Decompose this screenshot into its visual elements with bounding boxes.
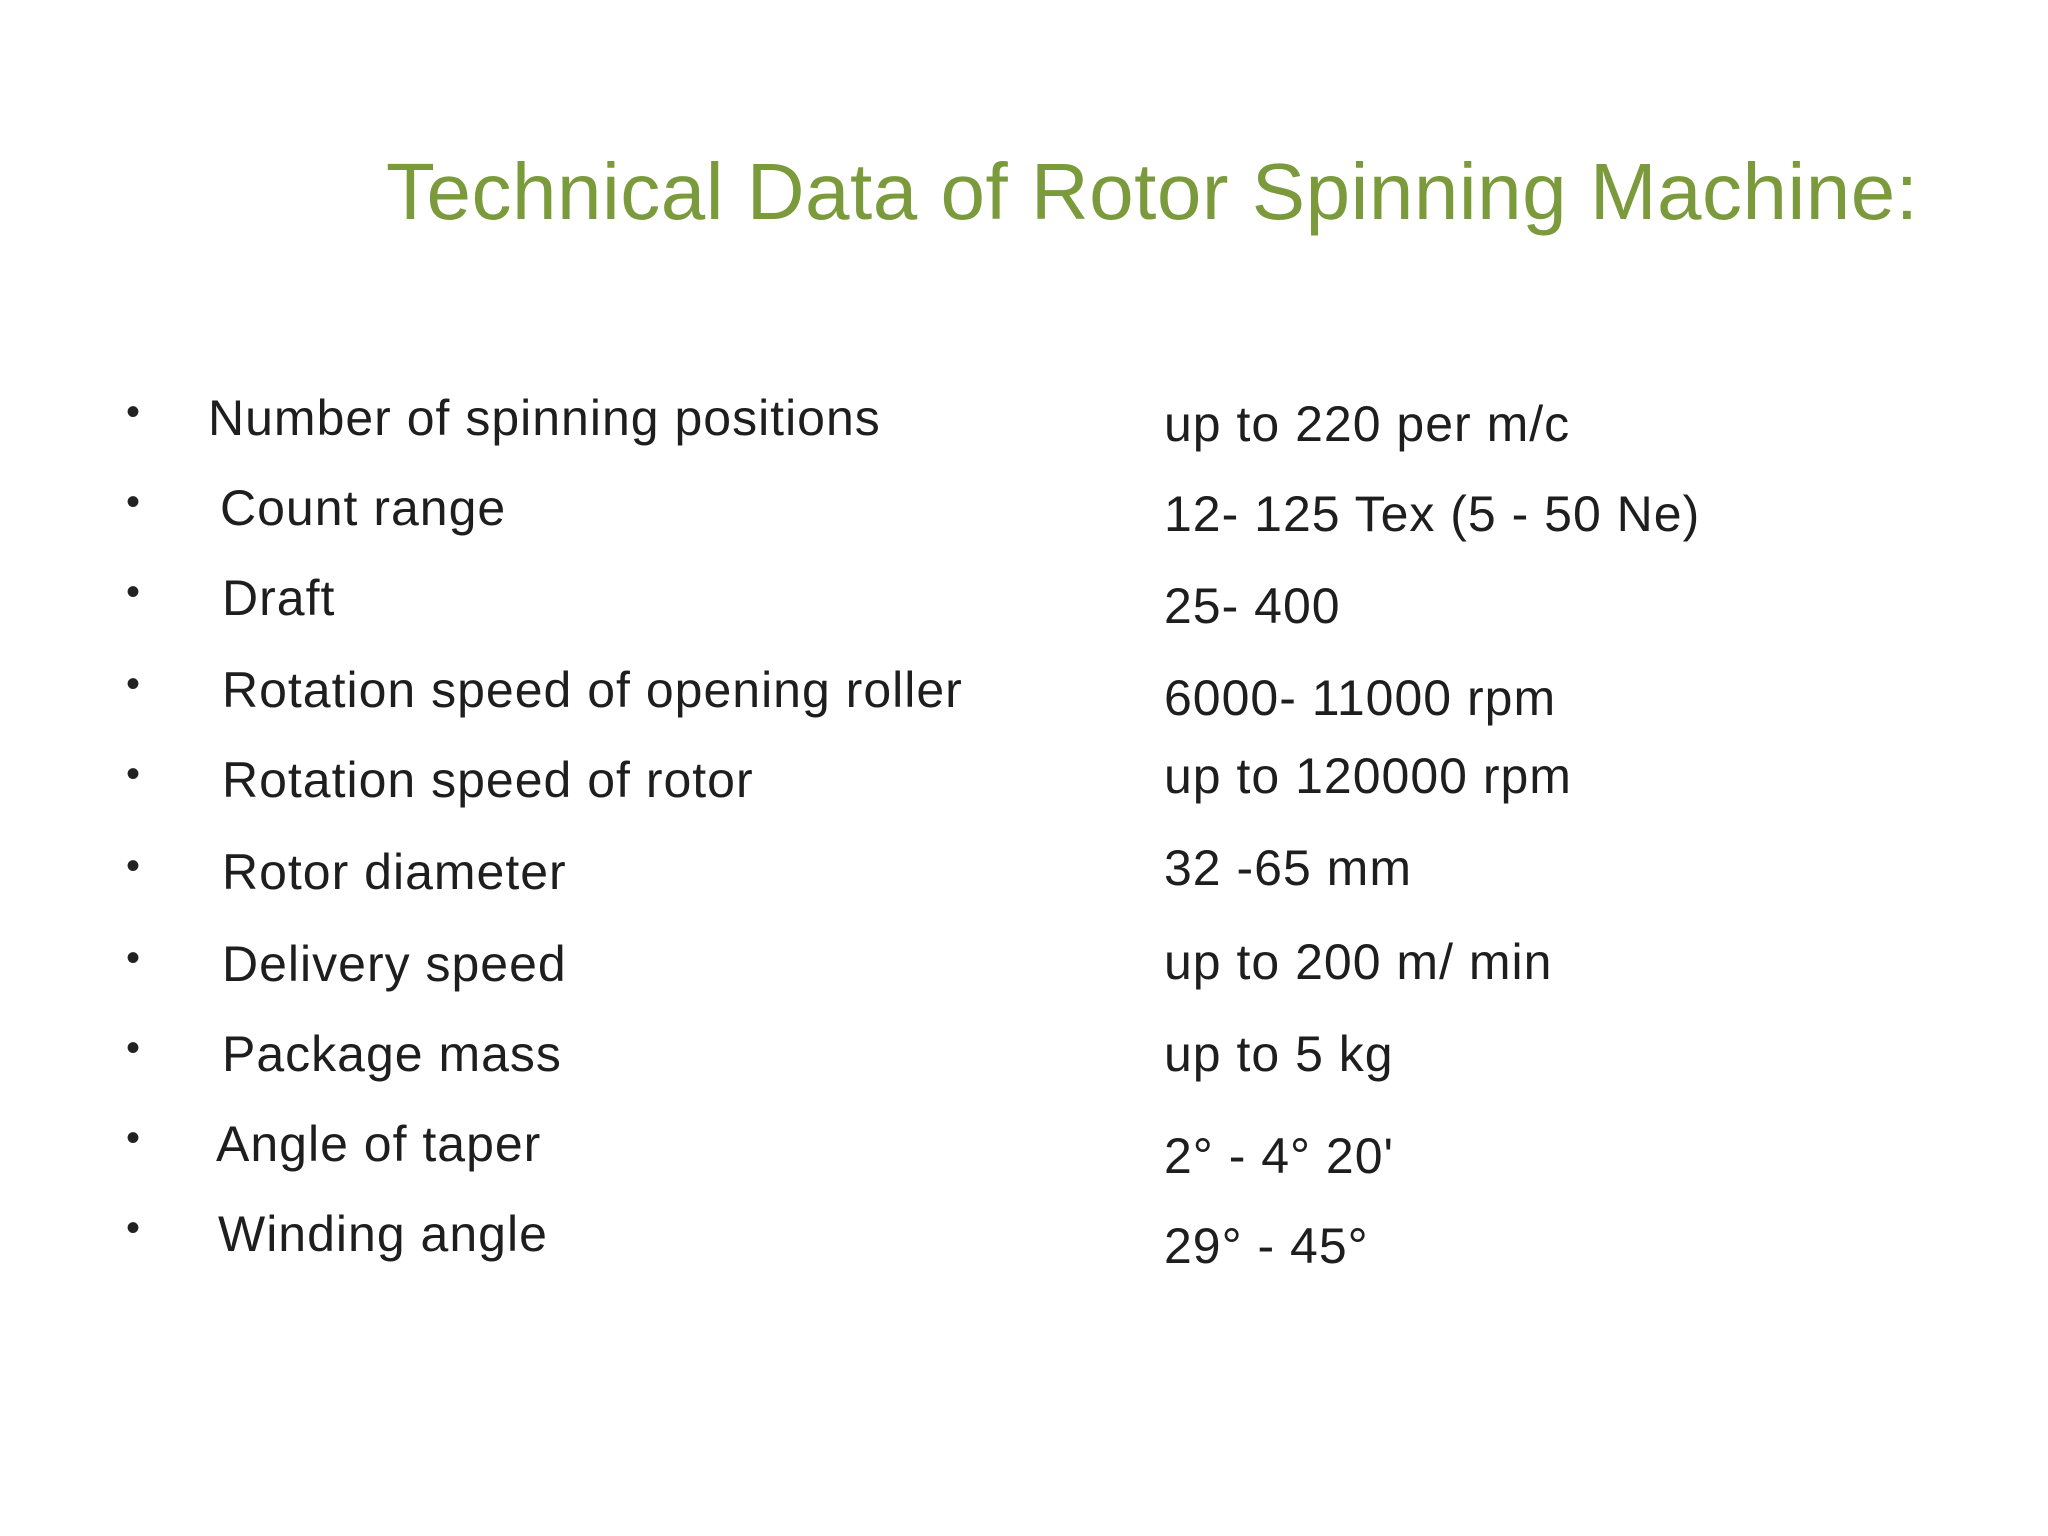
spec-row <box>0 842 2048 922</box>
spec-row <box>0 934 2048 1014</box>
bullet-icon: • <box>126 1206 141 1250</box>
spec-value: up to 5 kg <box>1164 1026 1394 1082</box>
spec-value: 6000- 11000 rpm <box>1164 670 1557 726</box>
spec-label: Draft <box>222 570 336 626</box>
spec-row <box>0 478 2048 558</box>
bullet-icon: • <box>126 662 141 706</box>
spec-label: Winding angle <box>218 1206 548 1262</box>
spec-row <box>0 1114 2048 1194</box>
spec-row <box>0 750 2048 830</box>
bullet-icon: • <box>126 1026 141 1070</box>
spec-label: Delivery speed <box>222 936 567 992</box>
spec-value: 32 -65 mm <box>1164 840 1412 896</box>
spec-label: Angle of taper <box>216 1116 542 1172</box>
spec-label: Rotation speed of rotor <box>222 752 754 808</box>
spec-label: Package mass <box>222 1026 562 1082</box>
bullet-icon: • <box>126 844 141 888</box>
bullet-icon: • <box>126 570 141 614</box>
spec-value: up to 200 m/ min <box>1164 934 1553 990</box>
spec-row <box>0 660 2048 740</box>
slide-title: Technical Data of Rotor Spinning Machine: <box>386 147 1919 236</box>
spec-label: Rotation speed of opening roller <box>222 662 963 718</box>
spec-label: Number of spinning positions <box>208 390 881 446</box>
spec-value: 29° - 45° <box>1164 1218 1369 1274</box>
bullet-icon: • <box>126 936 141 980</box>
bullet-icon: • <box>126 1116 141 1160</box>
spec-value: 12- 125 Tex (5 - 50 Ne) <box>1164 486 1701 542</box>
spec-row <box>0 568 2048 648</box>
spec-value: 2° - 4° 20' <box>1164 1128 1395 1184</box>
spec-row <box>0 1024 2048 1104</box>
spec-value: 25- 400 <box>1164 578 1341 634</box>
spec-row <box>0 388 2048 468</box>
spec-value: up to 120000 rpm <box>1164 748 1572 804</box>
spec-value: up to 220 per m/c <box>1164 396 1571 452</box>
spec-label: Rotor diameter <box>222 844 567 900</box>
spec-row <box>0 1204 2048 1284</box>
bullet-icon: • <box>126 390 141 434</box>
spec-label: Count range <box>220 480 507 536</box>
bullet-icon: • <box>126 480 141 524</box>
bullet-icon: • <box>126 752 141 796</box>
